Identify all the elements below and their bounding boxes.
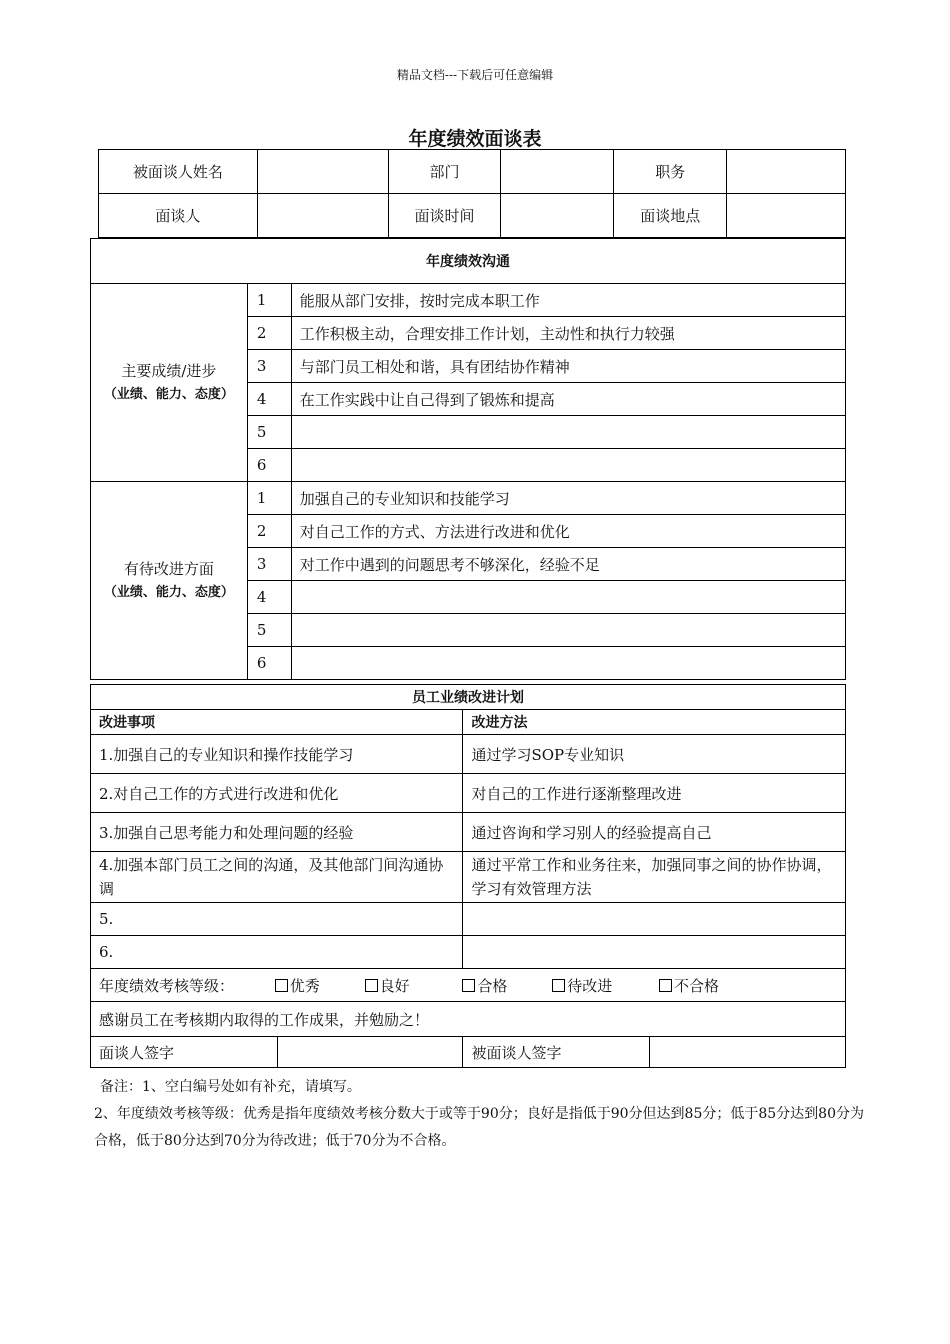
dept-value[interactable] xyxy=(501,150,614,194)
improvement-text[interactable] xyxy=(291,647,845,680)
checkbox-icon[interactable] xyxy=(462,979,475,992)
interviewer-signature-field[interactable] xyxy=(277,1037,463,1068)
plan-item[interactable]: 3.加强自己思考能力和处理问题的经验 xyxy=(91,813,463,852)
plan-item[interactable]: 4.加强本部门员工之间的沟通，及其他部门间沟通协调 xyxy=(91,852,463,903)
info-table xyxy=(98,149,846,238)
achievement-no: 2 xyxy=(247,317,291,350)
communication-table xyxy=(90,238,846,680)
plan-item[interactable]: 5. xyxy=(91,903,463,936)
grade-option-fail[interactable]: 不合格 xyxy=(659,975,719,996)
plan-method[interactable]: 通过平常工作和业务往来，加强同事之间的协作协调，学习有效管理方法 xyxy=(463,852,846,903)
grade-option-pass[interactable]: 合格 xyxy=(462,975,507,996)
improvement-no: 3 xyxy=(247,548,291,581)
checkbox-icon[interactable] xyxy=(365,979,378,992)
achievement-text[interactable] xyxy=(291,449,845,482)
improvements-sub-label: （业绩、能力、态度） xyxy=(103,584,234,600)
position-value[interactable] xyxy=(727,150,846,194)
name-label: 被面谈人姓名 xyxy=(99,150,258,194)
place-label: 面谈地点 xyxy=(614,194,727,238)
improvement-no: 6 xyxy=(247,647,291,680)
achievement-no: 4 xyxy=(247,383,291,416)
grade-label: 年度绩效考核等级： xyxy=(99,976,235,995)
improvement-no: 5 xyxy=(247,614,291,647)
plan-method[interactable]: 通过咨询和学习别人的经验提高自己 xyxy=(463,813,846,852)
improvement-text[interactable]: 对工作中遇到的问题思考不够深化，经验不足 xyxy=(291,548,845,581)
plan-col-method-header: 改进方法 xyxy=(463,710,846,735)
thanks-text: 感谢员工在考核期内取得的工作成果，并勉励之！ xyxy=(91,1002,846,1037)
achievement-text[interactable]: 工作积极主动，合理安排工作计划，主动性和执行力较强 xyxy=(291,317,845,350)
plan-method[interactable] xyxy=(463,903,846,936)
achievements-sub-label: （业绩、能力、态度） xyxy=(103,386,234,402)
note-line-1: 备注：1、空白编号处如有补充，请填写。 xyxy=(100,1079,361,1095)
improvement-no: 1 xyxy=(247,482,291,515)
interviewee-signature-label: 被面谈人签字 xyxy=(463,1037,650,1068)
improvements-label: 有待改进方面 xyxy=(123,559,214,578)
improvements-label-cell xyxy=(91,482,248,680)
achievement-no: 1 xyxy=(247,284,291,317)
interviewer-signature-label: 面谈人签字 xyxy=(91,1037,278,1068)
achievement-no: 6 xyxy=(247,449,291,482)
plan-item[interactable]: 6. xyxy=(91,936,463,969)
improvement-text[interactable] xyxy=(291,614,845,647)
plan-item[interactable]: 1.加强自己的专业知识和操作技能学习 xyxy=(91,735,463,774)
interviewer-value[interactable] xyxy=(257,194,388,238)
communication-title: 年度绩效沟通 xyxy=(91,239,846,284)
notes xyxy=(94,1074,870,1155)
improvement-plan-table xyxy=(90,684,846,1068)
note-line-2: 2、年度绩效考核等级：优秀是指年度绩效考核分数大于或等于90分；良好是指低于90分但达到85分；低于85分达到80分为合格，低于80分达到70分为待改进；低于70分为不合格。 xyxy=(94,1106,864,1149)
checkbox-icon[interactable] xyxy=(659,979,672,992)
achievement-text[interactable] xyxy=(291,416,845,449)
achievement-text[interactable]: 能服从部门安排，按时完成本职工作 xyxy=(291,284,845,317)
interviewer-label: 面谈人 xyxy=(99,194,258,238)
plan-title: 员工业绩改进计划 xyxy=(91,685,846,710)
achievement-text[interactable]: 在工作实践中让自己得到了锻炼和提高 xyxy=(291,383,845,416)
plan-col-item-header: 改进事项 xyxy=(91,710,463,735)
grade-row xyxy=(91,969,846,1002)
achievement-no: 3 xyxy=(247,350,291,383)
dept-label: 部门 xyxy=(388,150,501,194)
achievement-no: 5 xyxy=(247,416,291,449)
improvement-text[interactable] xyxy=(291,581,845,614)
name-value[interactable] xyxy=(257,150,388,194)
plan-item[interactable]: 2.对自己工作的方式进行改进和优化 xyxy=(91,774,463,813)
achievements-label-cell xyxy=(91,284,248,482)
grade-option-good[interactable]: 良好 xyxy=(365,975,410,996)
interviewee-signature-field[interactable] xyxy=(650,1037,846,1068)
grade-option-excellent[interactable]: 优秀 xyxy=(275,975,320,996)
improvement-no: 2 xyxy=(247,515,291,548)
time-value[interactable] xyxy=(501,194,614,238)
plan-method[interactable] xyxy=(463,936,846,969)
checkbox-icon[interactable] xyxy=(552,979,565,992)
grade-option-needs-improvement[interactable]: 待改进 xyxy=(552,975,612,996)
time-label: 面谈时间 xyxy=(388,194,501,238)
page-title: 年度绩效面谈表 xyxy=(408,128,542,150)
achievements-label: 主要成绩/进步 xyxy=(121,361,217,380)
position-label: 职务 xyxy=(614,150,727,194)
improvement-no: 4 xyxy=(247,581,291,614)
plan-method[interactable]: 通过学习SOP专业知识 xyxy=(463,735,846,774)
header-note: 精品文档---下载后可任意编辑 xyxy=(396,68,554,82)
improvement-text[interactable]: 对自己工作的方式、方法进行改进和优化 xyxy=(291,515,845,548)
checkbox-icon[interactable] xyxy=(275,979,288,992)
improvement-text[interactable]: 加强自己的专业知识和技能学习 xyxy=(291,482,845,515)
plan-method[interactable]: 对自己的工作进行逐渐整理改进 xyxy=(463,774,846,813)
place-value[interactable] xyxy=(727,194,846,238)
achievement-text[interactable]: 与部门员工相处和谐，具有团结协作精神 xyxy=(291,350,845,383)
